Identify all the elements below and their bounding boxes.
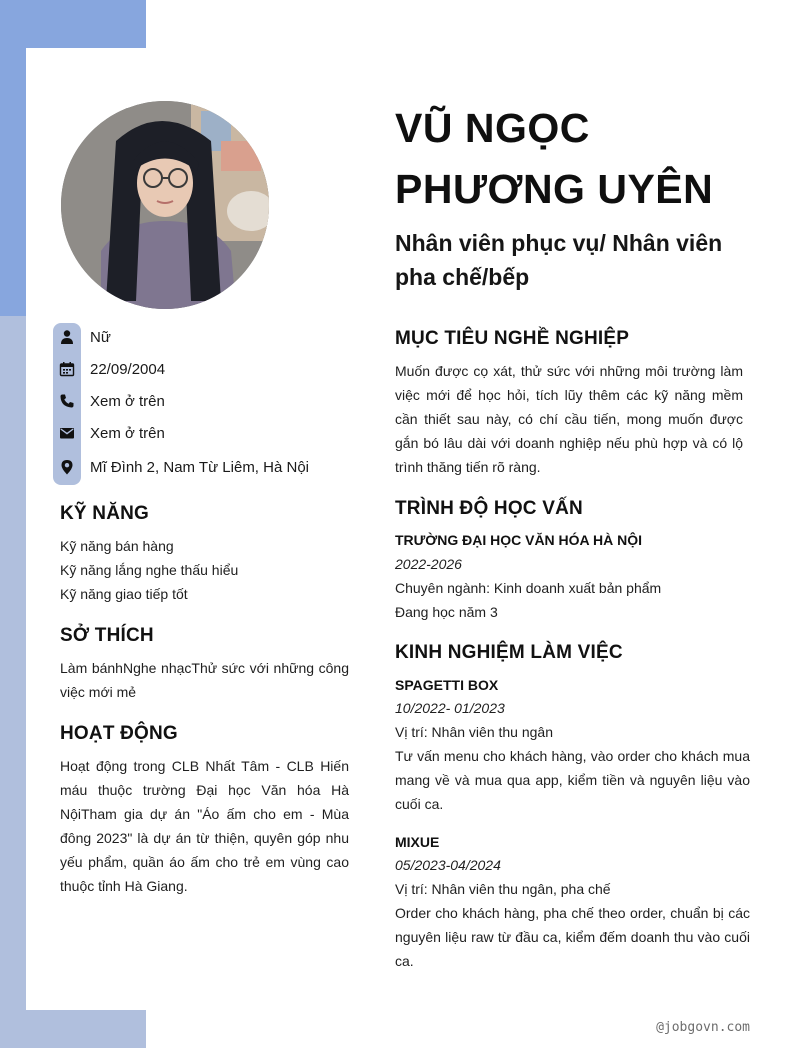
education-major: Chuyên ngành: Kinh doanh xuất bản phẩm xyxy=(395,580,662,596)
candidate-role: Nhân viên phục vụ/ Nhân viên pha chế/bếp xyxy=(395,230,723,290)
watermark-text: @jobgovn.com xyxy=(656,1020,750,1035)
profile-photo xyxy=(61,101,269,309)
education-status: Đang học năm 3 xyxy=(395,604,498,620)
person-icon xyxy=(53,321,81,353)
school-name: TRƯỜNG ĐẠI HỌC VĂN HÓA HÀ NỘI xyxy=(395,532,643,548)
contact-address xyxy=(53,451,309,483)
job-description: Tư vấn menu cho khách hàng, vào order cho khách mua mang về và mua qua app, kiểm tiền và nguyên liệu vào cuối ca. xyxy=(395,748,750,812)
calendar-icon xyxy=(53,353,81,385)
job-company: MIXUE xyxy=(395,834,440,850)
job-company: SPAGETTI BOX xyxy=(395,677,499,693)
birthdate-text: 22/09/2004 xyxy=(90,360,166,378)
candidate-name xyxy=(395,98,755,220)
skill-item: Kỹ năng bán hàng xyxy=(60,538,174,554)
job-position: Vị trí: Nhân viên thu ngân, pha chế xyxy=(395,881,611,897)
education-title: TRÌNH ĐỘ HỌC VẤN xyxy=(395,498,583,519)
objective-title: MỤC TIÊU NGHỀ NGHIỆP xyxy=(395,328,630,349)
contact-birthdate xyxy=(53,353,165,385)
job-position: Vị trí: Nhân viên thu ngân xyxy=(395,724,553,740)
objective-text: Muốn được cọ xát, thử sức với những môi trường làm việc mới để học hỏi, tích lũy thêm các kỹ năng mềm cần thiết sau này, có chí cầu tiến, mong muốn được gắn bó lâu dài với doanh nghiệp nếu phù hợp và có lộ trình thăng tiến rõ ràng. xyxy=(395,363,743,475)
contact-phone xyxy=(53,385,165,417)
address-text: Mĩ Đình 2, Nam Từ Liêm, Hà Nội xyxy=(90,458,309,476)
job-description: Order cho khách hàng, pha chế theo order, chuẩn bị các nguyên liệu raw từ đầu ca, kiểm đếm doanh thu vào cuối ca. xyxy=(395,905,750,969)
hobbies-text: Làm bánhNghe nhạcThử sức với những công việc mới mẻ xyxy=(60,660,349,700)
gender-text: Nữ xyxy=(90,328,111,346)
skill-item: Kỹ năng lắng nghe thấu hiểu xyxy=(60,562,239,578)
candidate-name-line1: VŨ NGỌC xyxy=(395,105,590,151)
job-period: 05/2023-04/2024 xyxy=(395,857,501,873)
candidate-name-line2: PHƯƠNG UYÊN xyxy=(395,166,714,212)
skill-item: Kỹ năng giao tiếp tốt xyxy=(60,586,188,602)
phone-icon xyxy=(53,385,81,417)
skills-title: KỸ NĂNG xyxy=(60,503,150,524)
contact-gender xyxy=(53,321,111,353)
education-period: 2022-2026 xyxy=(395,556,462,572)
email-text: Xem ở trên xyxy=(90,424,165,442)
location-pin-icon xyxy=(53,451,81,483)
contact-email xyxy=(53,417,165,449)
activities-text: Hoạt động trong CLB Nhất Tâm - CLB Hiến máu thuộc trường Đại học Văn hóa Hà NộiTham gia dự án "Áo ấm cho em - Mùa đông 2023" là dự án từ thiện, quyên góp nhu yếu phẩm, quần áo ấm cho trẻ em vùng cao thuộc tỉnh Hà Giang. xyxy=(60,758,349,894)
mail-icon xyxy=(53,417,81,449)
hobbies-title: SỞ THÍCH xyxy=(60,625,154,646)
job-period: 10/2022- 01/2023 xyxy=(395,700,505,716)
phone-text: Xem ở trên xyxy=(90,392,165,410)
activities-title: HOẠT ĐỘNG xyxy=(60,723,178,744)
experience-title: KINH NGHIỆM LÀM VIỆC xyxy=(395,642,623,663)
